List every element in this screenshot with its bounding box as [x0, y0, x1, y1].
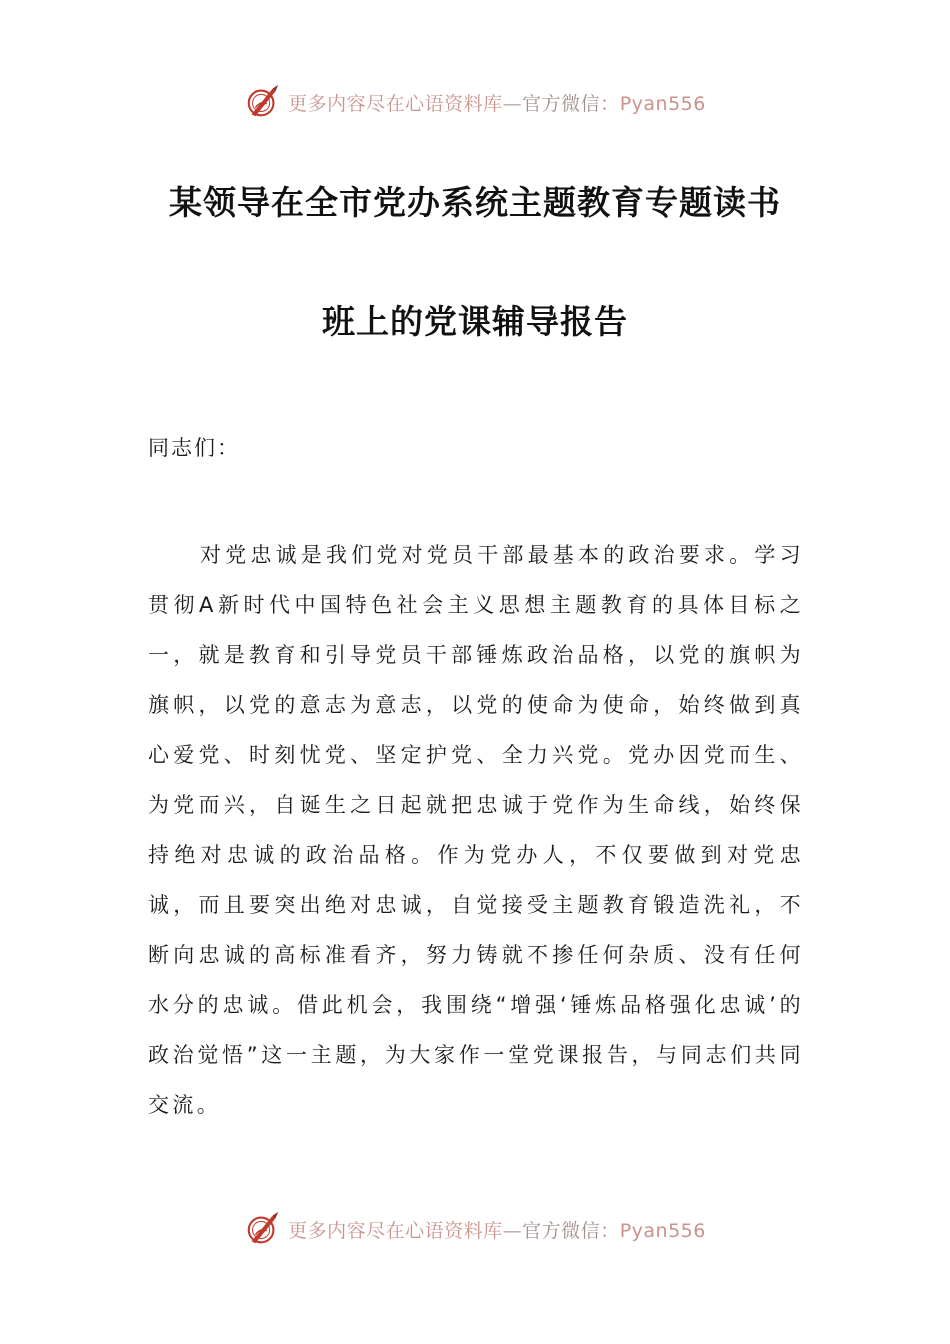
watermark-wechat-id: Pyan556 — [619, 1219, 706, 1242]
watermark-site-text: 更多内容尽在心语资料库 — [288, 92, 503, 115]
watermark-wechat-label: 官方微信： — [522, 92, 620, 115]
watermark-text — [288, 1216, 706, 1243]
document-title-line-1: 某领导在全市党办系统主题教育专题读书 — [169, 183, 781, 222]
watermark-separator: — — [502, 92, 523, 115]
salutation: 同志们： — [148, 436, 240, 460]
watermark-wechat-id: Pyan556 — [619, 92, 706, 115]
footer-watermark — [0, 1207, 950, 1251]
document-title-line-2: 班上的党课辅导报告 — [322, 302, 628, 341]
quill-seal-icon — [244, 1210, 282, 1248]
watermark-separator: — — [502, 1219, 523, 1242]
watermark-site-text: 更多内容尽在心语资料库 — [288, 1219, 503, 1242]
quill-seal-icon — [244, 83, 282, 121]
watermark-wechat-label: 官方微信： — [522, 1219, 620, 1242]
body-paragraph: 对党忠诚是我们党对党员干部最基本的政治要求。学习贯彻A新时代中国特色社会主义思想主题教育的具体目标之一，就是教育和引导党员干部锤炼政治品格，以党的旗帜为旗帜，以党的意志为意志，以党的使命为使命，始终做到真心爱党、时刻忧党、坚定护党、全力兴党。党办因党而生、为党而兴，自诞生之日起就把忠诚于党作为生命线，始终保持绝对忠诚的政治品格。作为党办人，不仅要做到对党忠诚，而且要突出绝对忠诚，自觉接受主题教育锻造洗礼，不断向忠诚的高标准看齐，努力铸就不掺任何杂质、没有任何水分的忠诚。借此机会，我围绕“增强‘锤炼品格强化忠诚’的政治觉悟”这一主题，为大家作一堂党课报告，与同志们共同交流。 — [148, 543, 804, 1117]
header-watermark — [0, 80, 950, 124]
watermark-text — [288, 89, 706, 116]
